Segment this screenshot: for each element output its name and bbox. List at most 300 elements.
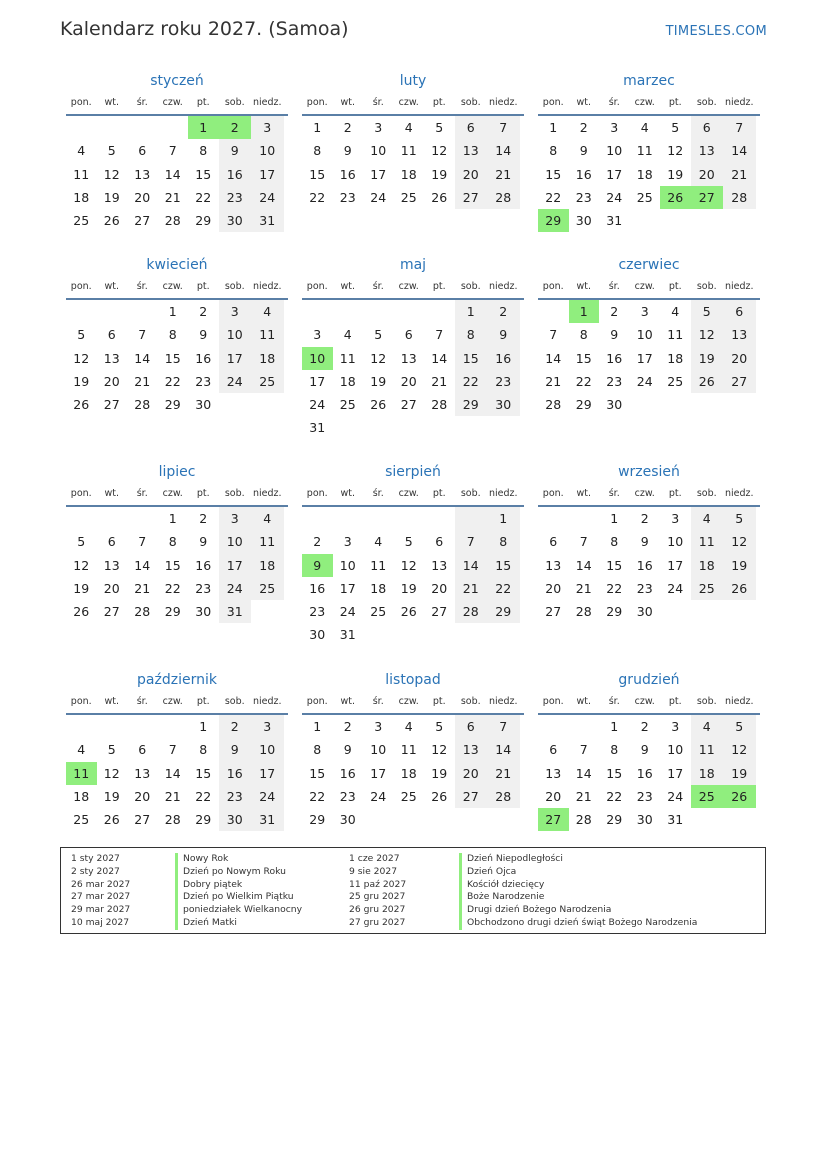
weekday-label: pon.	[70, 488, 92, 499]
week-row	[302, 738, 524, 761]
day-cell: 6	[691, 116, 724, 139]
day-cell: 15	[309, 166, 326, 182]
day-cell: 23	[219, 785, 252, 808]
day-cell: 28	[134, 397, 151, 413]
day-cell: 24	[667, 788, 684, 804]
day-cell: 17	[339, 580, 356, 596]
day-cell: 25	[73, 812, 90, 828]
week-row	[66, 323, 288, 346]
weekday-label: czw.	[634, 281, 655, 292]
day-cell: 2	[640, 719, 649, 734]
day-cell: 3	[374, 719, 383, 734]
weekday-header	[538, 92, 760, 116]
day-cell: 15	[487, 554, 520, 577]
day-cell: 14	[487, 738, 520, 761]
day-cell: 13	[455, 139, 488, 162]
day-cell: 11	[691, 738, 724, 761]
empty-day-cell	[127, 300, 158, 323]
day-cell: 14	[723, 139, 756, 162]
day-cell: 13	[545, 765, 562, 781]
empty-day-cell	[363, 416, 394, 439]
day-cell: 1	[313, 719, 322, 734]
day-cell: 25	[691, 785, 724, 808]
day-cell: 18	[251, 554, 284, 577]
day-cell: 16	[339, 166, 356, 182]
day-cell: 17	[370, 166, 387, 182]
day-cell: 24	[251, 186, 284, 209]
weekday-header	[302, 691, 524, 715]
week-row	[66, 370, 288, 393]
day-cell: 7	[549, 327, 558, 343]
weekday-label: pt.	[196, 488, 210, 499]
day-cell: 23	[487, 370, 520, 393]
day-cell: 11	[400, 143, 417, 159]
day-cell: 14	[575, 765, 592, 781]
day-cell: 20	[134, 788, 151, 804]
brand-link[interactable]: TIMESLES.COM	[665, 24, 767, 39]
weekday-label: niedz.	[724, 97, 754, 108]
day-cell: 8	[199, 143, 208, 159]
day-cell: 14	[431, 350, 448, 366]
empty-day-cell	[97, 116, 128, 139]
holiday-name: Boże Narodzenie	[459, 891, 697, 904]
day-cell: 19	[370, 373, 387, 389]
week-row	[538, 300, 760, 323]
day-cell: 5	[723, 507, 756, 530]
week-row	[538, 530, 760, 553]
day-cell: 3	[640, 304, 649, 319]
day-cell: 1	[569, 300, 600, 323]
holiday-name: Nowy Rok	[175, 853, 302, 866]
day-cell: 16	[636, 557, 653, 573]
day-cell: 23	[195, 373, 212, 389]
month-name: październik	[137, 672, 217, 688]
empty-day-cell	[424, 507, 455, 530]
holiday-name: Kościół dziecięcy	[459, 879, 697, 892]
weekday-label: pt.	[196, 97, 210, 108]
day-cell: 10	[370, 143, 387, 159]
empty-day-cell	[363, 623, 394, 646]
day-cell: 7	[579, 534, 588, 550]
day-cell: 28	[487, 785, 520, 808]
week-row	[302, 416, 524, 439]
day-cell: 22	[309, 189, 326, 205]
day-cell: 19	[73, 580, 90, 596]
empty-day-cell	[424, 808, 455, 831]
day-cell: 18	[691, 762, 724, 785]
week-row	[538, 370, 760, 393]
day-cell: 18	[400, 765, 417, 781]
day-cell: 19	[103, 788, 120, 804]
day-cell: 7	[168, 742, 177, 758]
day-cell: 16	[195, 350, 212, 366]
weekday-label: pon.	[70, 281, 92, 292]
day-cell: 19	[400, 580, 417, 596]
day-cell: 10	[251, 738, 284, 761]
week-row	[302, 163, 524, 186]
day-cell: 19	[431, 166, 448, 182]
day-cell: 7	[579, 742, 588, 758]
day-cell: 8	[610, 742, 619, 758]
day-cell: 12	[723, 738, 756, 761]
day-cell: 29	[538, 209, 569, 232]
day-cell: 6	[455, 715, 488, 738]
month-name: luty	[399, 73, 427, 89]
day-cell: 9	[487, 323, 520, 346]
empty-day-cell	[538, 300, 569, 323]
empty-day-cell	[249, 393, 280, 416]
day-cell: 2	[487, 300, 520, 323]
day-cell: 13	[545, 557, 562, 573]
day-cell: 8	[455, 323, 488, 346]
day-cell: 17	[309, 373, 326, 389]
day-cell: 14	[545, 350, 562, 366]
weekday-label: niedz.	[488, 97, 518, 108]
holiday-date: 27 mar 2027	[71, 891, 131, 903]
empty-day-cell	[455, 416, 486, 439]
day-cell: 7	[723, 116, 756, 139]
day-cell: 28	[575, 812, 592, 828]
empty-day-cell	[302, 300, 333, 323]
day-cell: 1	[313, 120, 322, 135]
weekday-label: wt.	[104, 488, 119, 499]
day-cell: 3	[219, 300, 252, 323]
day-cell: 26	[431, 788, 448, 804]
day-cell: 13	[691, 139, 724, 162]
day-cell: 14	[575, 557, 592, 573]
day-cell: 20	[103, 580, 120, 596]
empty-day-cell	[251, 600, 282, 623]
day-cell: 15	[606, 557, 623, 573]
day-cell: 4	[640, 120, 649, 135]
day-cell: 16	[219, 762, 252, 785]
day-cell: 13	[723, 323, 756, 346]
empty-day-cell	[660, 393, 691, 416]
day-cell: 10	[667, 534, 684, 550]
weekday-label: wt.	[576, 97, 591, 108]
holiday-dates-col-2	[349, 853, 406, 930]
day-cell: 30	[575, 213, 592, 229]
month-9	[538, 461, 760, 623]
day-cell: 27	[103, 604, 120, 620]
day-cell: 25	[636, 189, 653, 205]
day-cell: 26	[73, 397, 90, 413]
day-cell: 27	[545, 604, 562, 620]
day-cell: 11	[370, 557, 387, 573]
day-cell: 1	[199, 719, 208, 734]
weekday-header	[66, 92, 288, 116]
day-cell: 5	[107, 742, 116, 758]
day-cell: 30	[339, 812, 356, 828]
day-cell: 26	[103, 213, 120, 229]
day-cell: 18	[73, 189, 90, 205]
empty-day-cell	[363, 507, 394, 530]
day-cell: 30	[636, 812, 653, 828]
day-cell: 7	[487, 116, 520, 139]
day-cell: 15	[575, 350, 592, 366]
weekday-label: sob.	[460, 281, 481, 292]
holiday-date: 25 gru 2027	[349, 891, 406, 903]
day-cell: 24	[667, 580, 684, 596]
week-row	[66, 577, 288, 600]
day-cell: 20	[431, 580, 448, 596]
holiday-name: Dzień po Nowym Roku	[175, 866, 302, 879]
empty-day-cell	[127, 715, 158, 738]
weekday-label: wt.	[576, 281, 591, 292]
weekday-label: śr.	[372, 488, 384, 499]
day-cell: 23	[219, 186, 252, 209]
day-cell: 26	[431, 189, 448, 205]
day-cell: 4	[691, 715, 724, 738]
day-cell: 9	[219, 738, 252, 761]
day-cell: 28	[164, 213, 181, 229]
day-cell: 2	[199, 511, 208, 526]
day-cell: 28	[134, 604, 151, 620]
weekday-label: wt.	[340, 97, 355, 108]
weekday-label: śr.	[372, 696, 384, 707]
day-cell: 1	[168, 511, 177, 526]
day-cell: 17	[251, 762, 284, 785]
day-cell: 19	[431, 765, 448, 781]
day-cell: 5	[374, 327, 383, 343]
day-cell: 31	[606, 213, 623, 229]
day-cell: 30	[219, 808, 252, 831]
month-3	[538, 70, 760, 232]
day-cell: 15	[309, 765, 326, 781]
day-cell: 16	[606, 350, 623, 366]
empty-day-cell	[97, 715, 128, 738]
day-cell: 5	[77, 534, 86, 550]
weekday-label: sob.	[696, 281, 717, 292]
day-cell: 26	[103, 812, 120, 828]
empty-day-cell	[721, 393, 752, 416]
month-name: wrzesień	[618, 464, 680, 480]
month-name: maj	[399, 257, 427, 273]
day-cell: 11	[339, 350, 356, 366]
day-cell: 12	[103, 765, 120, 781]
day-cell: 4	[691, 507, 724, 530]
empty-day-cell	[394, 623, 425, 646]
day-cell: 19	[667, 166, 684, 182]
day-cell: 3	[671, 719, 680, 734]
week-row	[538, 323, 760, 346]
day-cell: 3	[313, 327, 322, 343]
day-cell: 13	[431, 557, 448, 573]
holiday-date: 27 gru 2027	[349, 916, 406, 928]
empty-day-cell	[66, 116, 97, 139]
weekday-header	[538, 276, 760, 300]
day-cell: 10	[302, 347, 333, 370]
day-cell: 6	[107, 534, 116, 550]
weekday-label: pon.	[542, 97, 564, 108]
day-cell: 20	[723, 347, 756, 370]
holiday-name: Dzień Ojca	[459, 866, 697, 879]
day-cell: 27	[691, 186, 724, 209]
empty-day-cell	[630, 209, 661, 232]
empty-day-cell	[394, 808, 425, 831]
day-cell: 30	[195, 397, 212, 413]
weekday-label: pon.	[306, 281, 328, 292]
day-cell: 26	[73, 604, 90, 620]
weekday-header	[66, 691, 288, 715]
day-cell: 30	[309, 627, 326, 643]
day-cell: 30	[219, 209, 252, 232]
weekday-label: pt.	[432, 97, 446, 108]
empty-day-cell	[691, 600, 722, 623]
week-row	[538, 186, 760, 209]
empty-day-cell	[485, 808, 516, 831]
weekday-label: wt.	[576, 696, 591, 707]
day-cell: 21	[575, 580, 592, 596]
weekday-label: śr.	[372, 97, 384, 108]
day-cell: 21	[487, 163, 520, 186]
empty-day-cell	[569, 507, 600, 530]
day-cell: 31	[667, 812, 684, 828]
day-cell: 10	[606, 143, 623, 159]
week-row	[302, 623, 524, 646]
weekday-label: wt.	[340, 696, 355, 707]
day-cell: 28	[164, 812, 181, 828]
day-cell: 18	[339, 373, 356, 389]
day-cell: 30	[487, 393, 520, 416]
day-cell: 22	[164, 373, 181, 389]
day-cell: 21	[134, 373, 151, 389]
weekday-label: pt.	[196, 281, 210, 292]
empty-day-cell	[127, 116, 158, 139]
day-cell: 7	[455, 530, 488, 553]
day-cell: 29	[455, 393, 488, 416]
day-cell: 20	[400, 373, 417, 389]
empty-day-cell	[691, 808, 722, 831]
empty-day-cell	[455, 507, 488, 530]
weekday-label: pon.	[542, 488, 564, 499]
day-cell: 7	[487, 715, 520, 738]
day-cell: 5	[435, 120, 444, 135]
holiday-name: poniedziałek Wielkanocny	[175, 904, 302, 917]
day-cell: 23	[309, 604, 326, 620]
day-cell: 2	[610, 304, 619, 319]
month-6	[538, 254, 760, 416]
week-row	[66, 530, 288, 553]
day-cell: 11	[73, 166, 90, 182]
day-cell: 24	[219, 577, 252, 600]
weekday-label: wt.	[104, 696, 119, 707]
day-cell: 21	[487, 762, 520, 785]
day-cell: 6	[549, 742, 558, 758]
week-row	[538, 715, 760, 738]
day-cell: 8	[168, 327, 177, 343]
month-name: marzec	[623, 73, 675, 89]
day-cell: 6	[138, 143, 147, 159]
day-cell: 28	[545, 397, 562, 413]
weekday-label: pt.	[432, 488, 446, 499]
day-cell: 29	[195, 213, 212, 229]
weekday-label: pon.	[542, 281, 564, 292]
day-cell: 13	[103, 557, 120, 573]
day-cell: 8	[313, 143, 322, 159]
day-cell: 12	[73, 350, 90, 366]
day-cell: 14	[134, 557, 151, 573]
weekday-header	[538, 483, 760, 507]
weekday-header	[66, 483, 288, 507]
week-row	[538, 116, 760, 139]
weekday-label: sob.	[224, 696, 245, 707]
day-cell: 27	[431, 604, 448, 620]
day-cell: 29	[575, 397, 592, 413]
empty-day-cell	[485, 416, 516, 439]
day-cell: 21	[431, 373, 448, 389]
day-cell: 29	[195, 812, 212, 828]
day-cell: 5	[671, 120, 680, 135]
week-row	[538, 163, 760, 186]
weekday-header	[302, 92, 524, 116]
day-cell: 31	[251, 808, 284, 831]
empty-day-cell	[302, 507, 333, 530]
empty-day-cell	[333, 507, 364, 530]
holiday-date: 11 paź 2027	[349, 878, 407, 890]
day-cell: 30	[195, 604, 212, 620]
day-cell: 4	[343, 327, 352, 343]
day-cell: 20	[691, 163, 724, 186]
day-cell: 5	[77, 327, 86, 343]
weekday-label: niedz.	[724, 488, 754, 499]
day-cell: 5	[723, 715, 756, 738]
empty-day-cell	[569, 715, 600, 738]
day-cell: 26	[370, 397, 387, 413]
week-row	[302, 370, 524, 393]
weekday-label: czw.	[398, 281, 419, 292]
month-11	[302, 669, 524, 831]
day-cell: 19	[723, 762, 756, 785]
weekday-label: sob.	[696, 97, 717, 108]
day-cell: 5	[404, 534, 413, 550]
month-name: lipiec	[158, 464, 196, 480]
empty-day-cell	[691, 393, 722, 416]
week-row	[302, 762, 524, 785]
day-cell: 24	[219, 370, 252, 393]
weekday-label: pt.	[668, 488, 682, 499]
day-cell: 21	[575, 788, 592, 804]
weekday-label: pt.	[432, 281, 446, 292]
day-cell: 17	[667, 557, 684, 573]
day-cell: 3	[671, 511, 680, 526]
day-cell: 31	[339, 627, 356, 643]
day-cell: 25	[370, 604, 387, 620]
empty-day-cell	[333, 416, 364, 439]
day-cell: 17	[251, 163, 284, 186]
day-cell: 15	[195, 765, 212, 781]
day-cell: 23	[636, 580, 653, 596]
day-cell: 1	[455, 300, 488, 323]
day-cell: 25	[691, 577, 724, 600]
day-cell: 10	[339, 557, 356, 573]
day-cell: 21	[164, 788, 181, 804]
weekday-label: czw.	[398, 97, 419, 108]
day-cell: 24	[606, 189, 623, 205]
day-cell: 30	[606, 397, 623, 413]
day-cell: 10	[667, 742, 684, 758]
week-row	[66, 808, 288, 831]
day-cell: 1	[168, 304, 177, 319]
day-cell: 27	[723, 370, 756, 393]
day-cell: 11	[251, 323, 284, 346]
day-cell: 19	[73, 373, 90, 389]
weekday-label: pt.	[432, 696, 446, 707]
month-8	[302, 461, 524, 647]
week-row	[302, 300, 524, 323]
day-cell: 28	[487, 186, 520, 209]
day-cell: 25	[400, 189, 417, 205]
